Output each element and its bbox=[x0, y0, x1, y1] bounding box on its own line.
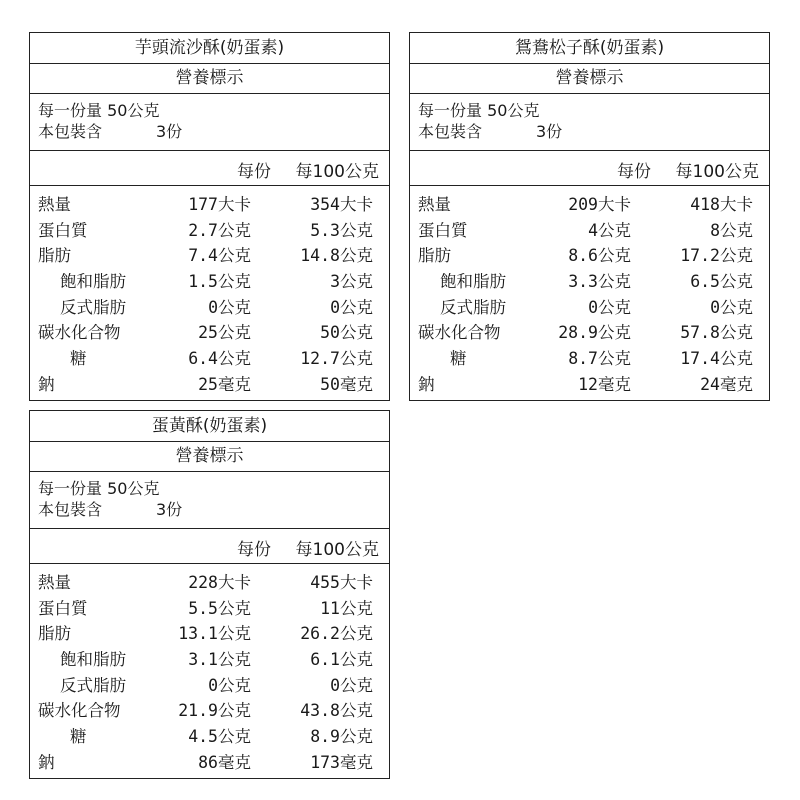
servings-value: 3份 bbox=[536, 122, 563, 141]
per-serving-value: 12毫克 bbox=[578, 374, 631, 394]
per-100g-value: 26.2公克 bbox=[300, 624, 373, 644]
servings-label: 本包裝含 bbox=[418, 122, 483, 141]
per-100g-value: 173毫克 bbox=[310, 752, 373, 772]
nutrient-name: 糖 bbox=[450, 349, 467, 369]
nutrient-row-sugar bbox=[30, 720, 389, 746]
nutrient-name: 熱量 bbox=[418, 195, 451, 214]
per-serving-value: 5.5公克 bbox=[188, 598, 251, 618]
nutrient-name: 脂肪 bbox=[38, 624, 71, 644]
per-serving-value: 86毫克 bbox=[198, 752, 251, 772]
nutrient-row-saturated-fat bbox=[30, 265, 389, 291]
per-100g-header: 每100公克 bbox=[675, 162, 759, 182]
nutrient-rows bbox=[30, 186, 389, 400]
servings-value: 3份 bbox=[156, 122, 183, 141]
serving-info bbox=[30, 472, 389, 529]
serving-info bbox=[30, 94, 389, 151]
nutrient-row-saturated-fat bbox=[410, 265, 769, 291]
serving-size-label: 每一份量 bbox=[38, 101, 103, 120]
per-serving-value: 28.9公克 bbox=[558, 323, 631, 343]
serving-info bbox=[410, 94, 769, 151]
nutrient-row-calories bbox=[30, 188, 389, 214]
nutrient-row-sugar bbox=[410, 342, 769, 368]
nutrient-name: 熱量 bbox=[38, 573, 71, 592]
nutrient-row-protein bbox=[30, 214, 389, 240]
per-serving-value: 3.3公克 bbox=[568, 272, 631, 292]
per-100g-value: 5.3公克 bbox=[310, 220, 373, 240]
nutrient-row-trans-fat bbox=[410, 291, 769, 317]
nutrient-row-sugar bbox=[30, 342, 389, 368]
nutrient-row-carbohydrate bbox=[30, 694, 389, 720]
panel-subtitle: 營養標示 bbox=[410, 64, 769, 94]
nutrient-row-protein bbox=[30, 592, 389, 618]
nutrient-row-fat bbox=[30, 617, 389, 643]
per-100g-value: 0公克 bbox=[710, 297, 753, 317]
nutrient-rows bbox=[30, 564, 389, 778]
per-100g-value: 17.4公克 bbox=[680, 349, 753, 369]
nutrient-row-sodium bbox=[30, 368, 389, 394]
per-100g-value: 0公克 bbox=[330, 675, 373, 695]
per-serving-value: 0公克 bbox=[208, 675, 251, 695]
servings-label: 本包裝含 bbox=[38, 122, 103, 141]
nutrient-name: 蛋白質 bbox=[38, 598, 88, 618]
servings-value: 3份 bbox=[156, 500, 183, 519]
per-100g-value: 50公克 bbox=[320, 323, 373, 343]
nutrient-name: 反式脂肪 bbox=[60, 675, 126, 695]
column-header bbox=[30, 151, 389, 186]
panel-title: 鴛鴦松子酥(奶蛋素) bbox=[410, 33, 769, 64]
per-100g-header: 每100公克 bbox=[295, 540, 379, 560]
per-100g-value: 17.2公克 bbox=[680, 246, 753, 266]
nutrient-row-sodium bbox=[410, 368, 769, 394]
per-serving-value: 8.6公克 bbox=[568, 246, 631, 266]
per-100g-value: 6.1公克 bbox=[310, 650, 373, 670]
nutrient-row-trans-fat bbox=[30, 669, 389, 695]
nutrient-row-sodium bbox=[30, 746, 389, 772]
nutrient-row-protein bbox=[410, 214, 769, 240]
per-100g-value: 3公克 bbox=[330, 272, 373, 292]
per-100g-value: 8公克 bbox=[710, 220, 753, 240]
per-100g-header: 每100公克 bbox=[295, 162, 379, 182]
nutrient-name: 飽和脂肪 bbox=[440, 272, 506, 292]
per-serving-value: 3.1公克 bbox=[188, 650, 251, 670]
per-100g-value: 354大卡 bbox=[310, 195, 373, 214]
per-serving-value: 25毫克 bbox=[198, 374, 251, 394]
nutrient-row-fat bbox=[410, 239, 769, 265]
per-100g-value: 57.8公克 bbox=[680, 323, 753, 343]
nutrient-name: 鈉 bbox=[38, 374, 55, 394]
nutrient-name: 鈉 bbox=[38, 752, 55, 772]
serving-size-label: 每一份量 bbox=[38, 479, 103, 498]
nutrient-name: 飽和脂肪 bbox=[60, 272, 126, 292]
per-serving-value: 209大卡 bbox=[568, 195, 631, 214]
panel-subtitle: 營養標示 bbox=[30, 64, 389, 94]
nutrient-name: 反式脂肪 bbox=[60, 297, 126, 317]
nutrient-row-saturated-fat bbox=[30, 643, 389, 669]
nutrient-row-fat bbox=[30, 239, 389, 265]
panel-title: 蛋黃酥(奶蛋素) bbox=[30, 411, 389, 442]
per-serving-value: 25公克 bbox=[198, 323, 251, 343]
per-100g-value: 50毫克 bbox=[320, 374, 373, 394]
per-serving-value: 228大卡 bbox=[188, 573, 251, 592]
per-serving-value: 4.5公克 bbox=[188, 727, 251, 747]
per-100g-value: 12.7公克 bbox=[300, 349, 373, 369]
panel-title: 芋頭流沙酥(奶蛋素) bbox=[30, 33, 389, 64]
nutrient-row-calories bbox=[30, 566, 389, 592]
column-header bbox=[410, 151, 769, 186]
per-serving-header: 每份 bbox=[237, 162, 271, 182]
per-serving-value: 7.4公克 bbox=[188, 246, 251, 266]
per-serving-header: 每份 bbox=[237, 540, 271, 560]
per-100g-value: 43.8公克 bbox=[300, 701, 373, 721]
nutrient-row-carbohydrate bbox=[410, 316, 769, 342]
per-serving-value: 2.7公克 bbox=[188, 220, 251, 240]
nutrient-name: 蛋白質 bbox=[418, 220, 468, 240]
serving-size-value: 50公克 bbox=[107, 101, 160, 120]
nutrient-name: 鈉 bbox=[418, 374, 435, 394]
nutrient-name: 脂肪 bbox=[418, 246, 451, 266]
per-serving-header: 每份 bbox=[617, 162, 651, 182]
panel-subtitle: 營養標示 bbox=[30, 442, 389, 472]
nutrition-panel-pine-nut bbox=[409, 32, 770, 401]
nutrient-name: 碳水化合物 bbox=[38, 323, 121, 343]
per-serving-value: 13.1公克 bbox=[178, 624, 251, 644]
servings-label: 本包裝含 bbox=[38, 500, 103, 519]
per-100g-value: 455大卡 bbox=[310, 573, 373, 592]
per-serving-value: 4公克 bbox=[588, 220, 631, 240]
per-serving-value: 0公克 bbox=[208, 297, 251, 317]
nutrient-name: 熱量 bbox=[38, 195, 71, 214]
per-100g-value: 418大卡 bbox=[690, 195, 753, 214]
serving-size-label: 每一份量 bbox=[418, 101, 483, 120]
nutrient-name: 蛋白質 bbox=[38, 220, 88, 240]
per-100g-value: 8.9公克 bbox=[310, 727, 373, 747]
nutrient-name: 反式脂肪 bbox=[440, 297, 506, 317]
per-serving-value: 0公克 bbox=[588, 297, 631, 317]
per-100g-value: 14.8公克 bbox=[300, 246, 373, 266]
nutrition-panel-taro bbox=[29, 32, 390, 401]
per-serving-value: 177大卡 bbox=[188, 195, 251, 214]
nutrient-name: 糖 bbox=[70, 727, 87, 747]
per-100g-value: 24毫克 bbox=[700, 374, 753, 394]
nutrient-name: 碳水化合物 bbox=[418, 323, 501, 343]
nutrient-row-trans-fat bbox=[30, 291, 389, 317]
nutrient-name: 糖 bbox=[70, 349, 87, 369]
per-serving-value: 1.5公克 bbox=[188, 272, 251, 292]
per-serving-value: 8.7公克 bbox=[568, 349, 631, 369]
nutrient-rows bbox=[410, 186, 769, 400]
column-header bbox=[30, 529, 389, 564]
per-100g-value: 11公克 bbox=[320, 598, 373, 618]
nutrient-name: 脂肪 bbox=[38, 246, 71, 266]
nutrient-row-calories bbox=[410, 188, 769, 214]
nutrient-row-carbohydrate bbox=[30, 316, 389, 342]
per-serving-value: 21.9公克 bbox=[178, 701, 251, 721]
per-100g-value: 6.5公克 bbox=[690, 272, 753, 292]
serving-size-value: 50公克 bbox=[487, 101, 540, 120]
per-100g-value: 0公克 bbox=[330, 297, 373, 317]
nutrient-name: 飽和脂肪 bbox=[60, 650, 126, 670]
serving-size-value: 50公克 bbox=[107, 479, 160, 498]
nutrition-panel-egg-yolk bbox=[29, 410, 390, 779]
per-serving-value: 6.4公克 bbox=[188, 349, 251, 369]
nutrient-name: 碳水化合物 bbox=[38, 701, 121, 721]
